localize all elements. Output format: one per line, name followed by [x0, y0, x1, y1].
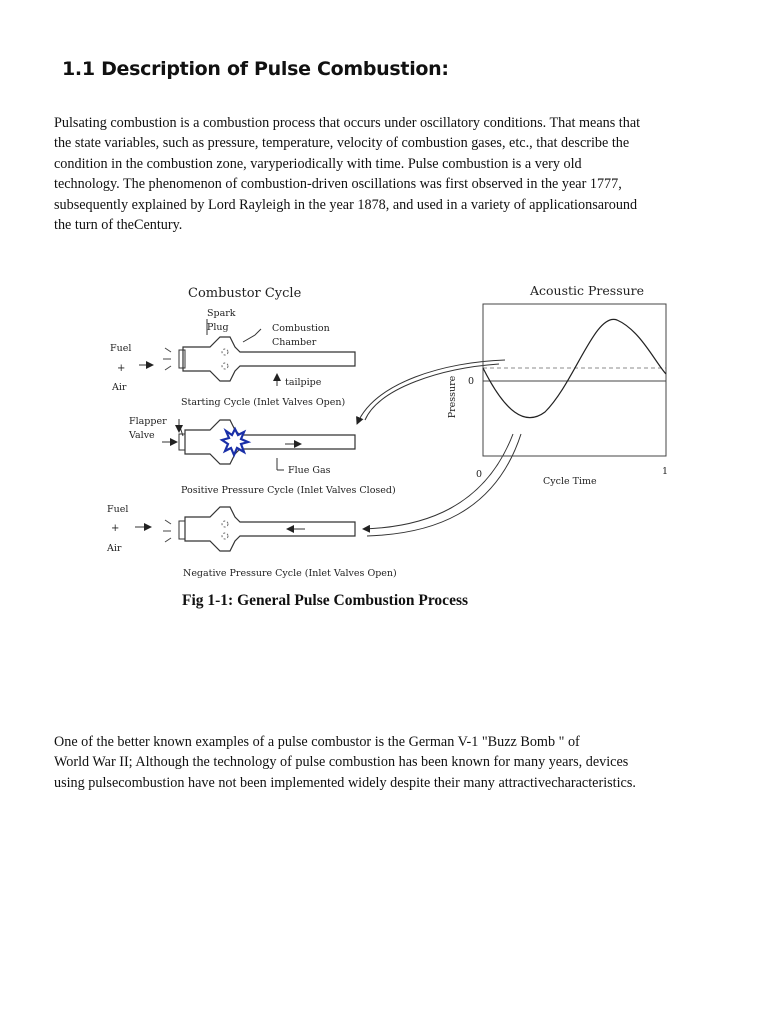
pressure-axis-label: Pressure [447, 375, 458, 419]
acoustic-pressure-title: Acoustic Pressure [530, 283, 645, 298]
plug-label: Plug [207, 322, 229, 333]
cycle-label-negative: Negative Pressure Cycle (Inlet Valves Open) [183, 568, 397, 579]
intro-paragraph [54, 113, 714, 235]
combustion-label: Combustion [272, 323, 330, 334]
paragraph-line: the turn of theCentury. [54, 217, 183, 234]
fuel-label-1: Fuel [110, 343, 132, 354]
cycle-label-positive: Positive Pressure Cycle (Inlet Valves Closed) [181, 485, 396, 496]
paragraph-line: condition in the combustion zone, varyperiodically with time. Pulse combustion is a very old [54, 155, 582, 172]
chamber-label: Chamber [272, 337, 317, 348]
cycle-time-label: Cycle Time [543, 476, 597, 487]
figure-diagram [95, 272, 695, 592]
pulse-combustion-figure [95, 272, 695, 592]
combustor-positive [162, 419, 355, 470]
paragraph-line: subsequently explained by Lord Rayleigh in the year 1878, and used in a variety of applicationsaround [54, 196, 638, 213]
cycle-label-starting: Starting Cycle (Inlet Valves Open) [181, 397, 346, 408]
paragraph-line: Pulsating combustion is a combustion process that occurs under oscillatory conditions. That means that [54, 115, 641, 131]
paragraph-line: One of the better known examples of a pulse combustor is the German V-1 "Buzz Bomb " of [54, 734, 580, 750]
air-label-1: Air [112, 382, 127, 393]
flapper-label: Flapper [129, 416, 167, 427]
fuel-label-2: Fuel [107, 504, 129, 515]
air-label-2: Air [107, 543, 122, 554]
paragraph-line: using pulsecombustion have not been implemented widely despite their many attractivecharacteristics. [54, 774, 636, 791]
plus-label-2: + [111, 523, 120, 534]
paragraph-line: technology. The phenomenon of combustion-driven oscillations was first observed in the year 1777, [54, 176, 622, 193]
explosion-icon [222, 429, 248, 455]
combustor-negative [135, 507, 355, 551]
paragraph-line: the state variables, such as pressure, temperature, velocity of combustion gases, etc., that describe the [54, 135, 630, 152]
plus-label-1: + [117, 363, 126, 374]
spark-label: Spark [207, 308, 236, 319]
figure-caption: Fig 1-1: General Pulse Combustion Process [182, 592, 469, 609]
combustor-cycle-title: Combustor Cycle [188, 286, 302, 301]
x-zero-label: 0 [476, 469, 483, 480]
x-one-label: 1 [662, 466, 669, 477]
valve-label: Valve [129, 430, 155, 441]
tailpipe-label: tailpipe [285, 377, 322, 388]
y-zero-label: 0 [468, 376, 475, 387]
v1-paragraph [54, 732, 714, 793]
flue-gas-label: Flue Gas [288, 465, 331, 476]
paragraph-line: World War II; Although the technology of pulse combustion has been known for many years, devices [54, 754, 629, 771]
acoustic-pressure-plot [483, 304, 666, 456]
section-heading: 1.1 Description of Pulse Combustion: [62, 58, 449, 80]
